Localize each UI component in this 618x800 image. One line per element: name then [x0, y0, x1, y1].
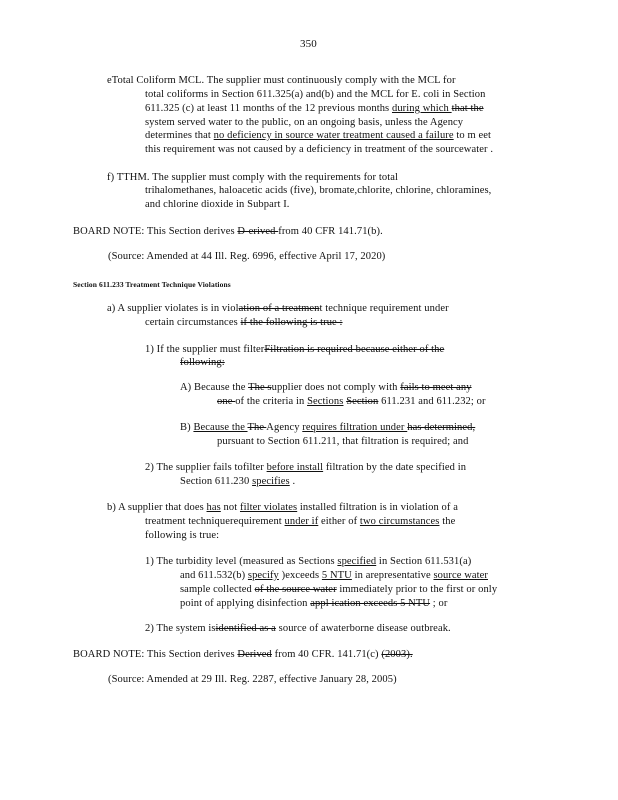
- text-segment: Section 611.230: [180, 476, 253, 487]
- text-line: [145, 143, 493, 156]
- text-segment: immediately prior to the first or only: [336, 584, 498, 595]
- text-segment: 1) The turbidity level (measured as Sections: [145, 556, 338, 567]
- text-segment: certain circumstances: [145, 317, 241, 328]
- text-segment: 611.325 (c) at least 11 months of the 12 previous months: [145, 103, 392, 114]
- board-note: [73, 225, 383, 238]
- text-segment: BOARD NOTE: This Section derives: [73, 649, 238, 660]
- text-line: [107, 74, 456, 87]
- text-segment: BOARD NOTE: This Section derives: [73, 226, 238, 237]
- text-segment: from 40 CFR. 141.71(c): [271, 649, 382, 660]
- board-note: [73, 648, 413, 661]
- text-segment: to m eet: [453, 130, 492, 141]
- text-line: [180, 583, 497, 596]
- text-segment: either of: [318, 516, 360, 527]
- text-segment: this requirement was not caused by a deficiency in treatment of the sourcewater .: [145, 144, 494, 155]
- text-segment: the: [439, 516, 456, 527]
- source-note: [108, 250, 385, 263]
- text-line: [107, 171, 398, 184]
- text-segment: and 611.532(b): [180, 570, 248, 581]
- text-line: [107, 501, 458, 514]
- text-line: [145, 515, 455, 528]
- text-segment: system served water to the public, on an ongoing basis, unless the Agency: [145, 117, 464, 128]
- text-line: [107, 302, 449, 315]
- inserted-text: specifies: [252, 476, 290, 487]
- text-segment: Section 611.233 Treatment Technique Violations: [73, 280, 231, 289]
- text-segment: from 40 CFR 141.71(b).: [278, 226, 383, 237]
- deleted-text: D-erived: [237, 226, 279, 237]
- text-segment: source of awaterborne disease outbreak.: [275, 623, 451, 634]
- text-segment: filtration by the date specified in: [323, 462, 467, 473]
- inserted-text: before install: [266, 462, 324, 473]
- inserted-text: requires filtration under: [302, 422, 408, 433]
- text-line: [180, 421, 475, 434]
- deleted-text: The s: [248, 382, 272, 393]
- text-line: [217, 435, 468, 448]
- text-segment: )exceeds: [278, 570, 322, 581]
- inserted-text: under if: [284, 516, 319, 527]
- deleted-text: following:: [180, 357, 225, 368]
- inserted-text: has: [206, 502, 221, 513]
- text-line: [145, 116, 463, 129]
- inserted-text: during which: [391, 103, 452, 114]
- text-segment: treatment techniquerequirement: [145, 516, 285, 527]
- inserted-text: Because the: [193, 422, 248, 433]
- text-segment: Agency: [266, 422, 303, 433]
- text-segment: a) A supplier violates is in viol: [107, 303, 239, 314]
- text-segment: point of applying disinfection: [180, 598, 311, 609]
- text-segment: (Source: Amended at 44 Ill. Reg. 6996, effective April 17, 2020): [108, 251, 386, 262]
- text-segment: of the criteria in: [235, 396, 308, 407]
- text-segment: determines that: [145, 130, 214, 141]
- text-line: [180, 597, 447, 610]
- source-note: [108, 673, 397, 686]
- text-segment: .: [289, 476, 296, 487]
- text-segment: 1) If the supplier must filter: [145, 344, 265, 355]
- deleted-text: appl ication exceeds 5 NTU: [310, 598, 431, 609]
- deleted-text: if the following is true :: [240, 317, 343, 328]
- text-line: [145, 622, 451, 635]
- inserted-text: specify: [247, 570, 279, 581]
- deleted-text: fails to meet any: [400, 382, 472, 393]
- inserted-text: two circumstances: [359, 516, 440, 527]
- text-segment: t technique requirement under: [319, 303, 449, 314]
- text-line: [145, 129, 491, 142]
- deleted-text: Filtration is required because either of the: [264, 344, 445, 355]
- text-segment: pursuant to Section 611.211, that filtration is required; and: [217, 436, 469, 447]
- deleted-text: one: [217, 396, 236, 407]
- text-line: [145, 529, 219, 542]
- deleted-text: Section: [346, 396, 379, 407]
- inserted-text: filter violates: [239, 502, 298, 513]
- text-segment: b) A supplier that does: [107, 502, 207, 513]
- deleted-text: has determined,: [407, 422, 476, 433]
- text-line: [145, 88, 485, 101]
- text-segment: total coliforms in Section 611.325(a) and(b) and the MCL for E. coli in Section: [145, 89, 486, 100]
- deleted-text: Derived: [237, 649, 272, 660]
- text-line: [217, 395, 486, 408]
- deleted-text: ation of a treatmen: [238, 303, 320, 314]
- deleted-text: (2003).: [381, 649, 413, 660]
- text-segment: A) Because the: [180, 382, 249, 393]
- text-segment: sample collected: [180, 584, 255, 595]
- text-segment: following is true:: [145, 530, 220, 541]
- text-line: [145, 316, 343, 329]
- text-line: [180, 475, 295, 488]
- text-line: [145, 184, 491, 197]
- text-segment: B): [180, 422, 194, 433]
- text-segment: installed filtration is in violation of a: [297, 502, 458, 513]
- text-line: [145, 343, 444, 356]
- page-number: 350: [300, 38, 317, 50]
- text-line: [180, 569, 488, 582]
- text-segment: in Section 611.531(a): [376, 556, 472, 567]
- text-segment: and chlorine dioxide in Subpart I.: [145, 199, 290, 210]
- deleted-text: The: [247, 422, 267, 433]
- text-line: [145, 198, 290, 211]
- text-segment: 611.231 and 611.232; or: [378, 396, 486, 407]
- deleted-text: of the source water: [254, 584, 337, 595]
- text-segment: Total Coliform MCL. The supplier must continuously comply with the MCL for: [111, 75, 456, 86]
- text-line: [145, 461, 466, 474]
- text-segment: ; or: [430, 598, 448, 609]
- text-line: [180, 381, 472, 394]
- text-segment: e: [107, 75, 112, 86]
- text-line: [145, 555, 471, 568]
- text-segment: upplier does not comply with: [271, 382, 401, 393]
- text-segment: not: [220, 502, 240, 513]
- inserted-text: no deficiency in source water treatment caused a failure: [213, 130, 454, 141]
- text-segment: in arepresentative: [351, 570, 434, 581]
- inserted-text: 5 NTU: [321, 570, 352, 581]
- inserted-text: Sections: [307, 396, 344, 407]
- text-segment: 2) The supplier fails tofilter: [145, 462, 267, 473]
- text-segment: 2) The system is: [145, 623, 216, 634]
- text-segment: trihalomethanes, haloacetic acids (five), bromate,chlorite, chlorine, chloramines,: [145, 185, 492, 196]
- deleted-text: that the: [451, 103, 484, 114]
- inserted-text: specified: [337, 556, 377, 567]
- text-segment: f) TTHM. The supplier must comply with the requirements for total: [107, 172, 399, 183]
- text-line: [145, 102, 484, 115]
- section-heading: [73, 278, 231, 291]
- text-line: [180, 356, 225, 369]
- inserted-text: source water: [433, 570, 489, 581]
- deleted-text: identified as a: [215, 623, 276, 634]
- text-segment: (Source: Amended at 29 Ill. Reg. 2287, effective January 28, 2005): [108, 674, 397, 685]
